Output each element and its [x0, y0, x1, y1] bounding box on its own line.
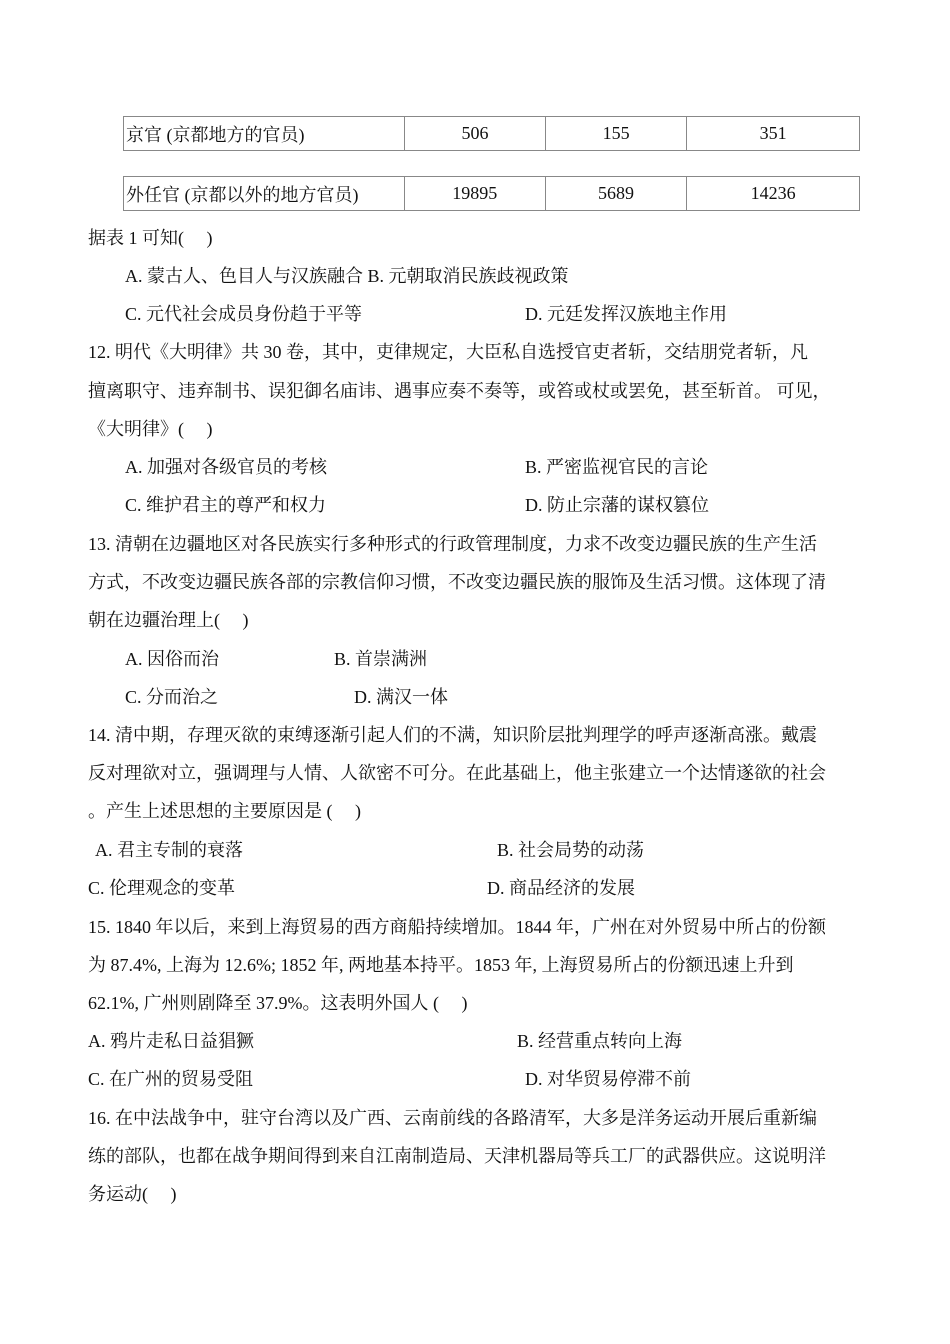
cell: 14236 [687, 177, 860, 211]
q13-option-c: C. 分而治之 [125, 687, 219, 707]
row-label: 外任官 (京都以外的地方官员) [124, 177, 405, 211]
q12-option-b: B. 严密监视官民的言论 [525, 457, 709, 477]
q14-option-a: A. 君主专制的衰落 [95, 840, 243, 860]
q11-option-c: C. 元代社会成员身份趋于平等 [125, 304, 363, 324]
cell: 506 [404, 117, 545, 151]
question-13-stem: 方式，不改变边疆民族各部的宗教信仰习惯，不改变边疆民族的服饰及生活习惯。这体现了清 [88, 572, 826, 592]
cell: 351 [687, 117, 860, 151]
q15-option-d: D. 对华贸易停滞不前 [525, 1069, 691, 1089]
q12-option-c: C. 维护君主的尊严和权力 [125, 495, 327, 515]
q14-option-b: B. 社会局势的动荡 [497, 840, 645, 860]
q14-option-c: C. 伦理观念的变革 [88, 878, 236, 898]
question-12-stem: 《大明律》( ) [88, 419, 213, 439]
q13-option-b: B. 首崇满洲 [334, 649, 428, 669]
question-16-stem: 务运动( ) [88, 1184, 177, 1204]
q13-option-d: D. 满汉一体 [354, 687, 448, 707]
cell: 5689 [545, 177, 686, 211]
q11-option-d: D. 元廷发挥汉族地主作用 [525, 304, 727, 324]
officials-table-row-2 [123, 176, 860, 211]
question-16-stem: 练的部队，也都在战争期间得到来自江南制造局、天津机器局等兵工厂的武器供应。这说明洋 [88, 1146, 826, 1166]
question-14-stem: 14. 清中期，存理灭欲的束缚逐渐引起人们的不满，知识阶层批判理学的呼声逐渐高涨。戴震 [88, 725, 817, 745]
row-label: 京官 (京都地方的官员) [124, 117, 405, 151]
q15-option-a: A. 鸦片走私日益猖獗 [88, 1031, 254, 1051]
question-13-stem: 朝在边疆治理上( ) [88, 610, 249, 630]
q11-option-ab: A. 蒙古人、色目人与汉族融合 B. 元朝取消民族歧视政策 [125, 266, 569, 286]
question-15-stem: 15. 1840 年以后，来到上海贸易的西方商船持续增加。1844 年，广州在对外贸易中所占的份额 [88, 917, 826, 937]
q12-option-d: D. 防止宗藩的谋权篡位 [525, 495, 709, 515]
officials-table-row-1 [123, 116, 860, 151]
q12-option-a: A. 加强对各级官员的考核 [125, 457, 327, 477]
q15-option-c: C. 在广州的贸易受阻 [88, 1069, 254, 1089]
question-14-stem: 。产生上述思想的主要原因是 ( ) [88, 801, 361, 821]
q13-option-a: A. 因俗而治 [125, 649, 219, 669]
question-11-stem: 据表 1 可知( ) [88, 228, 213, 248]
cell: 19895 [404, 177, 545, 211]
question-15-stem: 62.1%, 广州则剧降至 37.9%。这表明外国人 ( ) [88, 993, 468, 1013]
question-12-stem: 擅离职守、违弃制书、误犯御名庙讳、遇事应奏不奏等，或笞或杖或罢免，甚至斩首。 可见， [88, 381, 831, 401]
question-13-stem: 13. 清朝在边疆地区对各民族实行多种形式的行政管理制度，力求不改变边疆民族的生产生活 [88, 534, 817, 554]
question-14-stem: 反对理欲对立，强调理与人情、人欲密不可分。在此基础上，他主张建立一个达情遂欲的社会 [88, 763, 826, 783]
cell: 155 [546, 117, 687, 151]
question-12-stem: 12. 明代《大明律》共 30 卷，其中，吏律规定，大臣私自选授官吏者斩，交结朋党者斩，凡 [88, 342, 808, 362]
question-16-stem: 16. 在中法战争中，驻守台湾以及广西、云南前线的各路清军，大多是洋务运动开展后重新编 [88, 1108, 817, 1128]
question-15-stem: 为 87.4%, 上海为 12.6%; 1852 年, 两地基本持平。1853 年, 上海贸易所占的份额迅速上升到 [88, 955, 794, 975]
q15-option-b: B. 经营重点转向上海 [517, 1031, 683, 1051]
q14-option-d: D. 商品经济的发展 [487, 878, 635, 898]
